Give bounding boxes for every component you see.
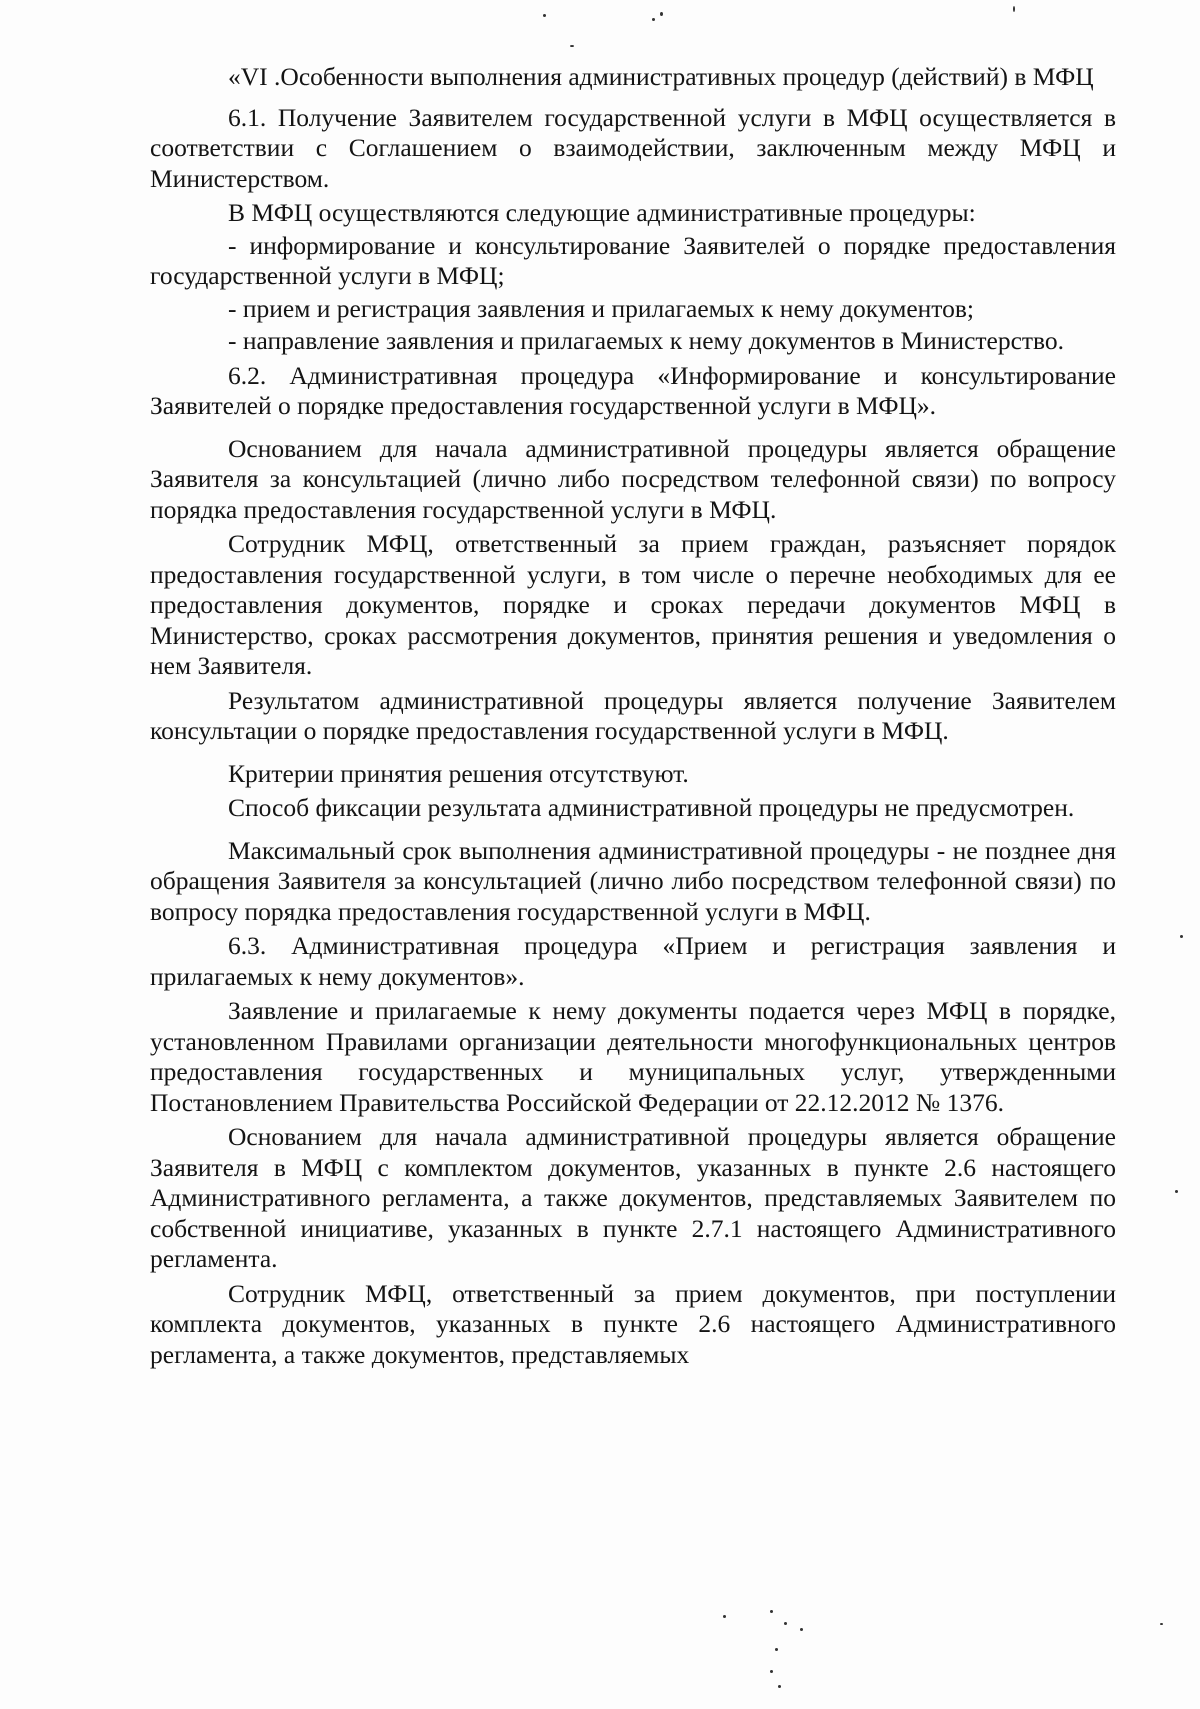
procedures-intro: В МФЦ осуществляются следующие административные процедуры: <box>228 198 976 227</box>
scan-speck <box>778 1685 781 1688</box>
scan-speck <box>1180 935 1183 938</box>
procedure-item: - информирование и консультирование Заявителей о порядке предоставления государственной услуги в МФЦ; <box>150 230 1116 290</box>
scan-speck <box>543 14 546 17</box>
paragraph: Критерии принятия решения отсутствуют. <box>228 758 689 788</box>
paragraph: Сотрудник МФЦ, ответственный за прием документов, при поступлении комплекта документов, указанных в пункте 2.6 настоящего Административного регламента, а также документов, представляемых <box>150 1278 1116 1369</box>
scan-speck <box>775 1648 778 1651</box>
paragraph: Максимальный срок выполнения административной процедуры - не позднее дня обращения Заявителя за консультацией (лично либо посредством телефонной связи) по вопросу порядка предоставления государственной услуги в МФЦ. <box>150 835 1116 926</box>
document-body <box>150 62 1116 1374</box>
paragraph-6-3: 6.3. Административная процедура «Прием и регистрация заявления и прилагаемых к нему документов». <box>150 931 1116 991</box>
scan-speck <box>660 12 663 16</box>
paragraph-6-2: 6.2. Административная процедура «Информирование и консультирование Заявителей о порядке предоставления государственной услуги в МФЦ». <box>150 360 1116 420</box>
scan-speck <box>784 1622 787 1625</box>
procedure-item: - направление заявления и прилагаемых к нему документов в Министерство. <box>228 326 1065 355</box>
paragraph-6-1: 6.1. Получение Заявителем государственной услуги в МФЦ осуществляется в соответствии с Соглашением о взаимодействии, заключенным между МФЦ и Министерством. <box>150 102 1116 193</box>
scan-speck <box>770 1670 773 1673</box>
paragraph: Заявление и прилагаемые к нему документы подается через МФЦ в порядке, установленном Правилами организации деятельности многофункциональных центров предоставления государственных и муниципальных услуг, утвержденными Постановлением Правительства Российской Федерации от 22.12.2012 № 1376. <box>150 996 1116 1117</box>
scan-speck <box>1013 6 1015 12</box>
scan-speck <box>1175 1190 1178 1193</box>
scan-speck <box>723 1615 726 1618</box>
scan-speck <box>570 45 574 47</box>
paragraph: Основанием для начала административной процедуры является обращение Заявителя в МФЦ с комплектом документов, указанных в пункте 2.6 настоящего Административного регламента, а также документов, представляемых Заявителем по собственной инициативе, указанных в пункте 2.7.1 настоящего Административного регламента. <box>150 1122 1116 1273</box>
paragraph: Результатом административной процедуры является получение Заявителем консультации о порядке предоставления государственной услуги в МФЦ. <box>150 685 1116 745</box>
scan-speck <box>800 1628 803 1631</box>
scan-speck <box>652 18 655 21</box>
procedure-item: - прием и регистрация заявления и прилагаемых к нему документов; <box>228 293 974 323</box>
scan-speck <box>770 1610 773 1613</box>
paragraph: Сотрудник МФЦ, ответственный за прием граждан, разъясняет порядок предоставления государственной услуги, в том числе о перечне необходимых для ее предоставления документов, порядке и сроках передачи документов МФЦ в Министерство, сроках рассмотрения документов, принятия решения и уведомления о нем Заявителя. <box>150 529 1116 680</box>
scan-speck <box>1160 1623 1163 1625</box>
paragraph: Основанием для начала административной процедуры является обращение Заявителя за консультацией (лично либо посредством телефонной связи) по вопросу порядка предоставления государственной услуги в МФЦ. <box>150 433 1116 524</box>
paragraph: Способ фиксации результата административной процедуры не предусмотрен. <box>228 793 1075 822</box>
section-heading: «VI .Особенности выполнения административных процедур (действий) в МФЦ <box>228 62 1094 91</box>
